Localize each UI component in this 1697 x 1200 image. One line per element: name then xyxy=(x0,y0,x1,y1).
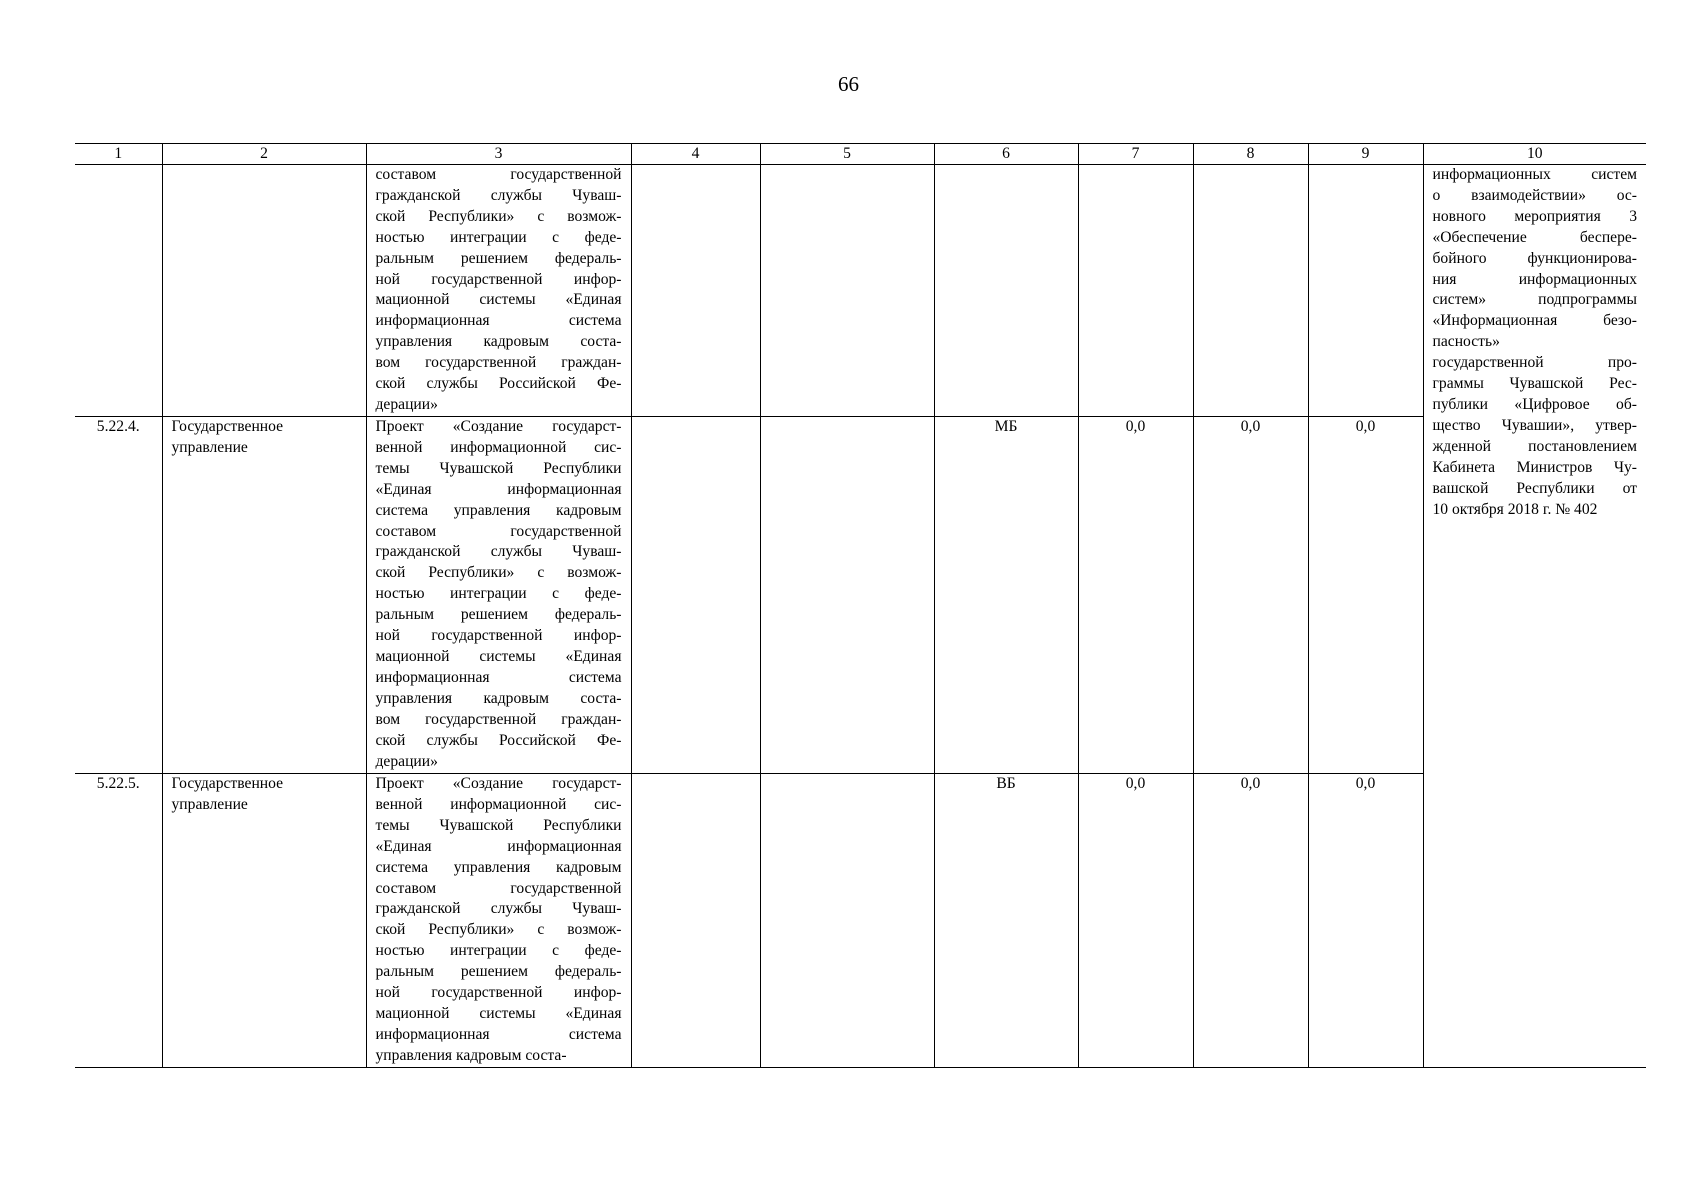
table-cell xyxy=(760,774,934,1068)
text-line: о взаимодействии» ос- xyxy=(1432,186,1637,204)
text-line: ной государственной инфор- xyxy=(375,270,622,288)
text-line: вом государственной граждан- xyxy=(375,710,622,728)
text-line: граммы Чувашской Рес- xyxy=(1432,375,1637,393)
text-line: система управления кадровым xyxy=(375,501,622,519)
text-line: ральным решением федераль- xyxy=(375,249,622,267)
value-cell: 0,0 xyxy=(1078,417,1193,774)
header-row xyxy=(75,144,1646,165)
table-cell xyxy=(631,774,760,1068)
text-line: венной информационной сис- xyxy=(375,438,622,456)
value-cell: 0,0 xyxy=(1193,417,1308,774)
text-line: жденной постановлением xyxy=(1432,437,1637,455)
text-line: «Обеспечение беспере- xyxy=(1432,228,1637,246)
value-cell: 0,0 xyxy=(1078,774,1193,1068)
text-line: темы Чувашской Республики xyxy=(375,459,622,477)
text-line: вашской Республики от xyxy=(1432,479,1637,497)
table-row xyxy=(75,774,1646,1068)
text-line: гражданской службы Чуваш- xyxy=(375,900,622,918)
text-line: ния информационных xyxy=(1432,270,1637,288)
project-description xyxy=(366,774,631,1068)
header-cell: 10 xyxy=(1423,144,1646,165)
text-line: информационная система xyxy=(375,668,622,686)
text-line: 10 октября 2018 г. № 402 xyxy=(1432,500,1598,518)
header-cell: 5 xyxy=(760,144,934,165)
text-line: ностью интеграции с феде- xyxy=(375,585,622,603)
text-line: система управления кадровым xyxy=(375,858,622,876)
text-line: Проект «Создание государст- xyxy=(375,418,622,435)
text-line: составом государственной xyxy=(375,166,622,183)
text-line: ской Республики» с возмож- xyxy=(375,207,622,225)
header-cell: 1 xyxy=(75,144,162,165)
header-cell: 4 xyxy=(631,144,760,165)
text-line: ской Республики» с возмож- xyxy=(375,921,622,939)
text-line: систем» подпрограммы xyxy=(1432,291,1637,309)
text-line: мационной системы «Единая xyxy=(375,291,622,309)
sector-cell: Государственное управление xyxy=(162,417,366,774)
value-cell: 0,0 xyxy=(1193,774,1308,1068)
header-cell: 8 xyxy=(1193,144,1308,165)
header-cell: 3 xyxy=(366,144,631,165)
text-line: ской службы Российской Фе- xyxy=(375,375,622,393)
text-line: управления кадровым соста- xyxy=(375,333,622,351)
text-line: информационная система xyxy=(375,312,622,330)
text-line: пасность» xyxy=(1432,333,1500,351)
text-line: мационной системы «Единая xyxy=(375,647,622,665)
funding-source: ВБ xyxy=(934,774,1078,1068)
text-line: ской Республики» с возмож- xyxy=(375,564,622,582)
header-cell: 7 xyxy=(1078,144,1193,165)
text-line: новного мероприятия 3 xyxy=(1432,207,1637,225)
text-line: ральным решением федераль- xyxy=(375,606,622,624)
text-line: гражданской службы Чуваш- xyxy=(375,186,622,204)
project-description xyxy=(366,165,631,417)
text-line: составом государственной xyxy=(375,879,622,897)
text-line: щество Чувашии», утвер- xyxy=(1432,416,1637,434)
text-line: ностью интеграции с феде- xyxy=(375,942,622,960)
program-table xyxy=(75,143,1646,1068)
table-cell xyxy=(631,417,760,774)
text-line: гражданской службы Чуваш- xyxy=(375,543,622,561)
text-line: дерации» xyxy=(375,752,438,770)
header-cell: 2 xyxy=(162,144,366,165)
header-cell: 9 xyxy=(1308,144,1423,165)
text-line: темы Чувашской Республики xyxy=(375,816,622,834)
text-line: информационных систем xyxy=(1432,166,1637,183)
text-line: «Единая информационная xyxy=(375,837,622,855)
text-line: дерации» xyxy=(375,395,438,413)
text-line: ной государственной инфор- xyxy=(375,984,622,1002)
text-line: составом государственной xyxy=(375,522,622,540)
text-line: Кабинета Министров Чу- xyxy=(1432,458,1637,476)
table-cell xyxy=(760,417,934,774)
row-number: 5.22.5. xyxy=(75,774,162,1068)
text-line: ральным решением федераль- xyxy=(375,963,622,981)
text-line: публики «Цифровое об- xyxy=(1432,395,1637,413)
text-line: ностью интеграции с феде- xyxy=(375,228,622,246)
text-line: «Единая информационная xyxy=(375,480,622,498)
text-line: управления кадровым соста- xyxy=(375,689,622,707)
text-line: ной государственной инфор- xyxy=(375,627,622,645)
value-cell: 0,0 xyxy=(1308,417,1423,774)
text-line: Проект «Создание государст- xyxy=(375,775,622,792)
legal-basis-note xyxy=(1423,165,1646,1068)
row-number: 5.22.4. xyxy=(75,417,162,774)
header-cell: 6 xyxy=(934,144,1078,165)
project-description xyxy=(366,417,631,774)
text-line: ской службы Российской Фе- xyxy=(375,731,622,749)
text-line: бойного функционирова- xyxy=(1432,249,1637,267)
page-number: 66 xyxy=(838,72,859,96)
table-row xyxy=(75,417,1646,774)
text-line: информационная система xyxy=(375,1025,622,1043)
text-line: мационной системы «Единая xyxy=(375,1004,622,1022)
sector-cell: Государственное управление xyxy=(162,774,366,1068)
text-line: управления кадровым соста- xyxy=(375,1046,567,1064)
table-row-continued xyxy=(75,165,1646,417)
text-line: венной информационной сис- xyxy=(375,795,622,813)
funding-source: МБ xyxy=(934,417,1078,774)
value-cell: 0,0 xyxy=(1308,774,1423,1068)
text-line: вом государственной граждан- xyxy=(375,354,622,372)
text-line: государственной про- xyxy=(1432,354,1637,372)
text-line: «Информационная безо- xyxy=(1432,312,1637,330)
